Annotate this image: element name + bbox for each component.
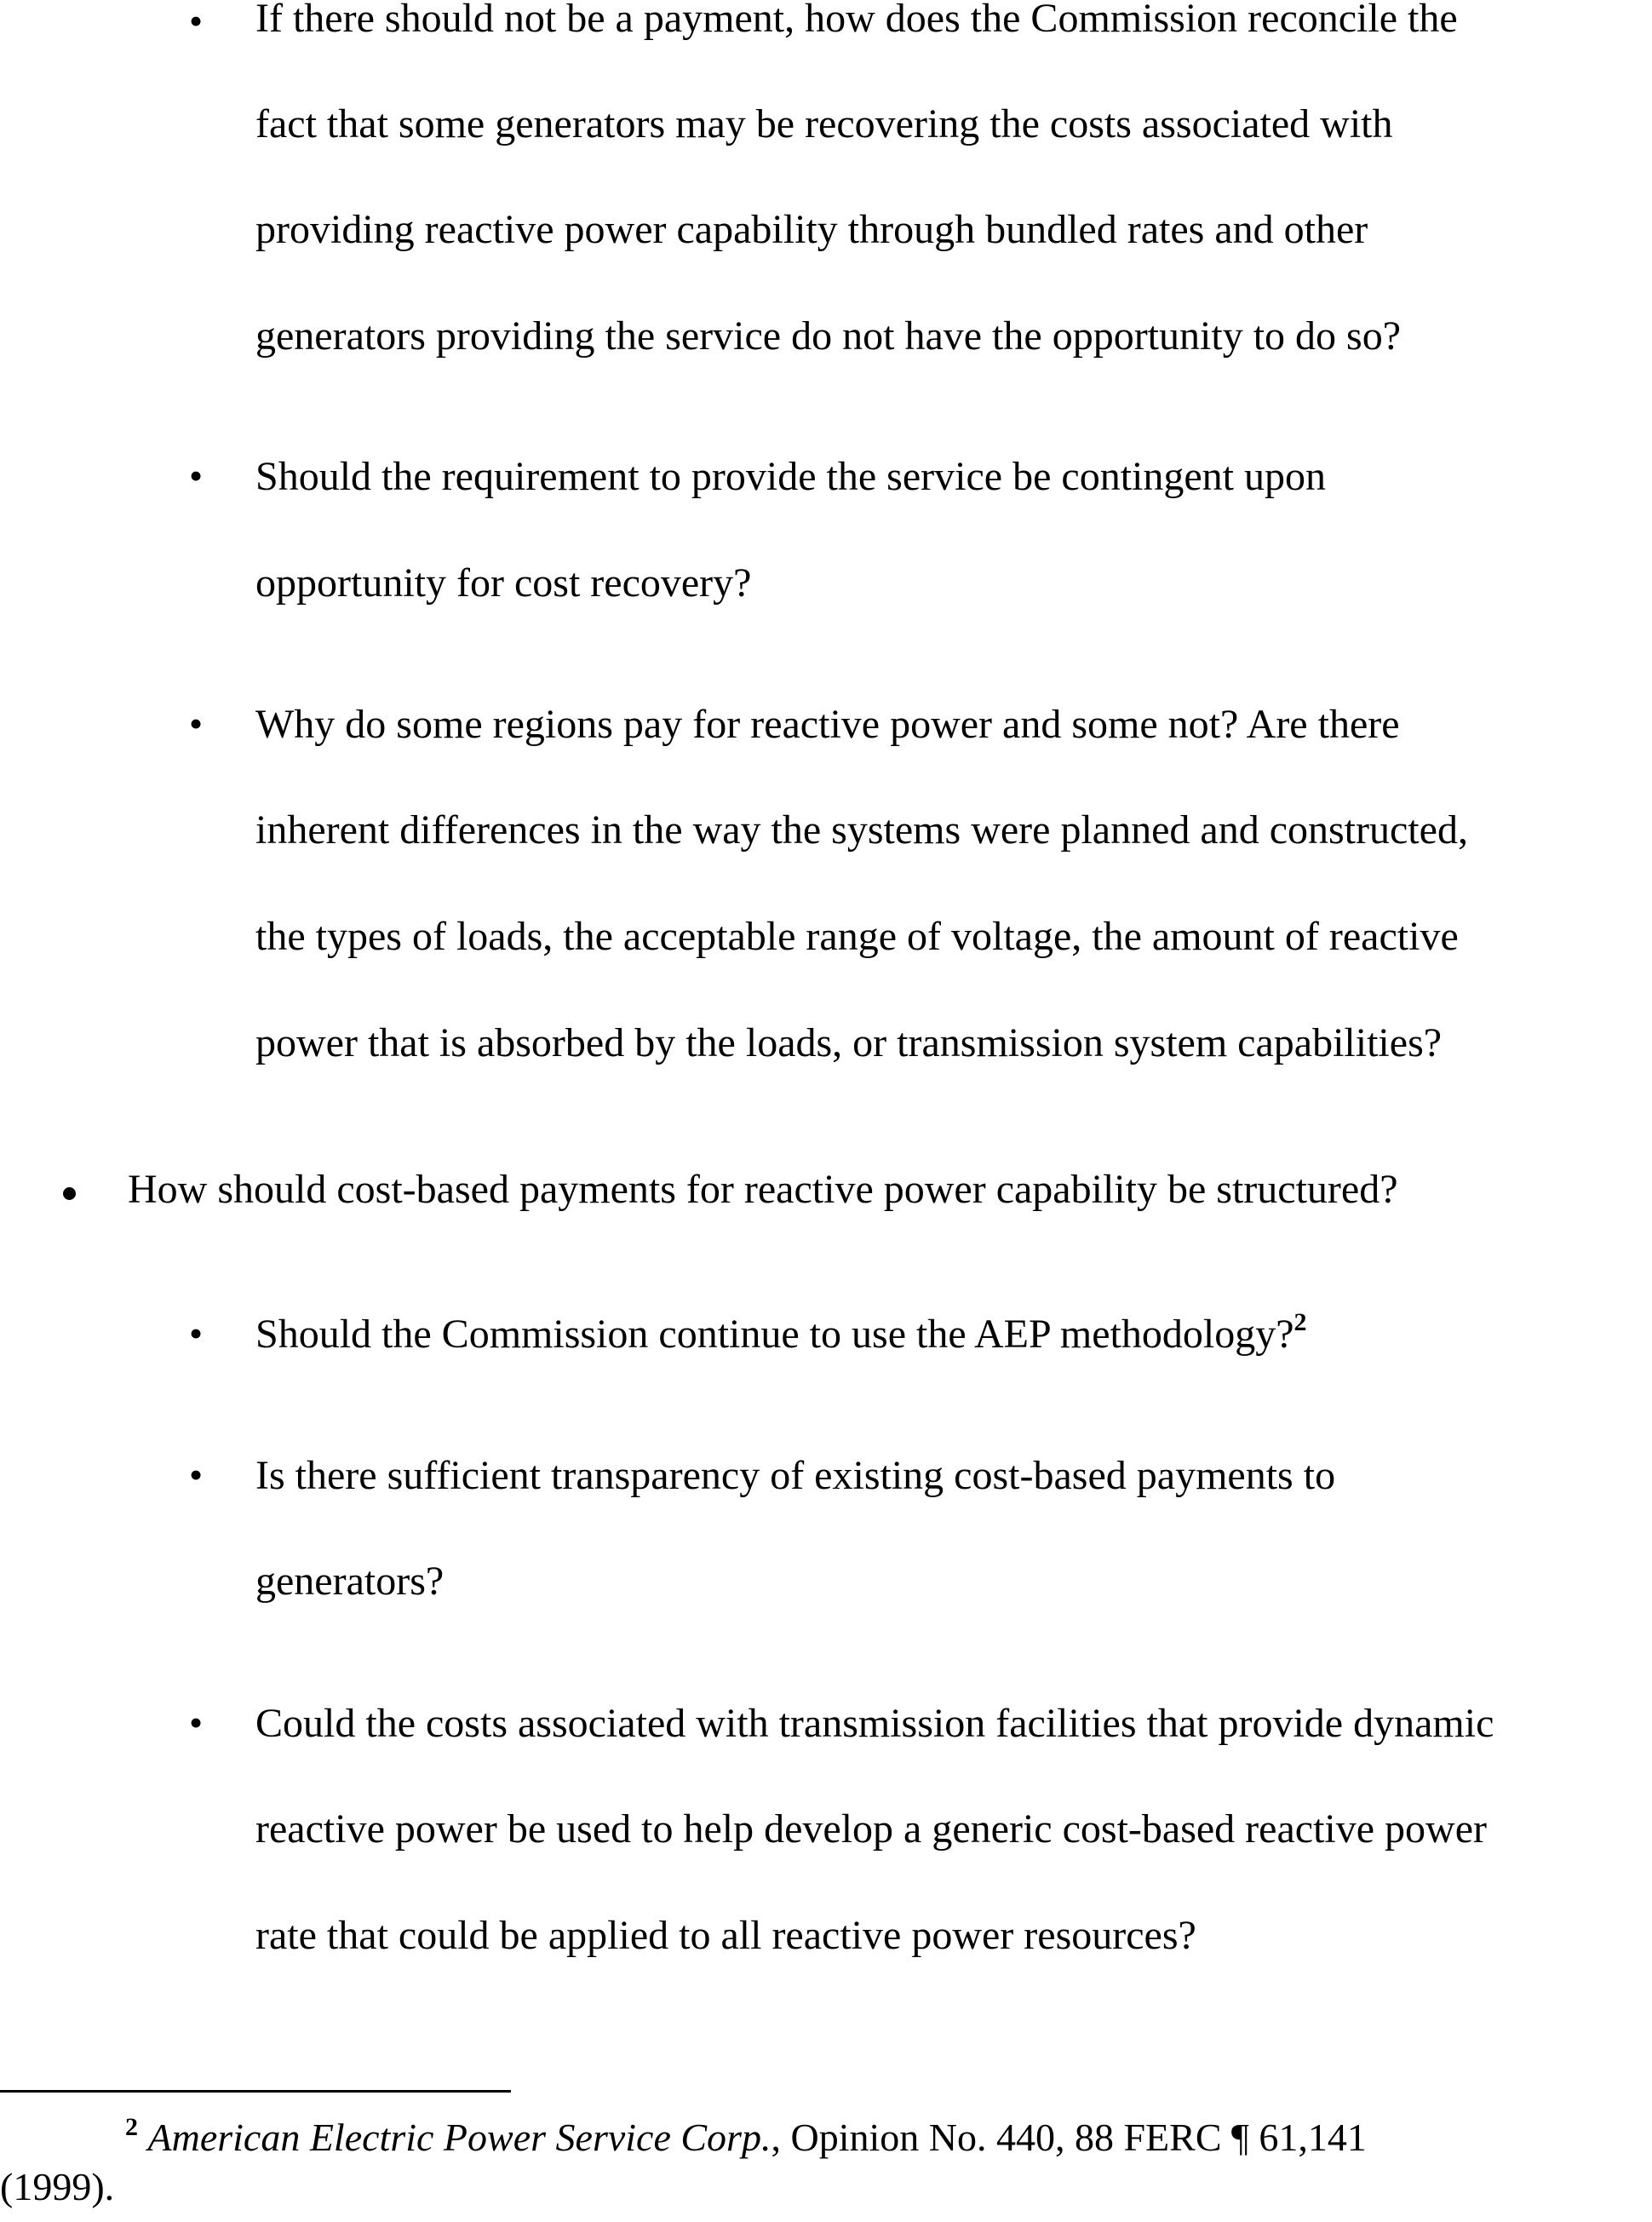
- footnote-year: (1999).: [0, 2165, 115, 2208]
- footnote-number: 2: [125, 2113, 138, 2141]
- text-line: [255, 1309, 1307, 1360]
- footnote-separator: [0, 2090, 511, 2093]
- bullet-icon: •: [189, 1701, 204, 1744]
- text-line: opportunity for cost recovery?: [255, 560, 752, 606]
- bullet-icon: •: [189, 1453, 204, 1496]
- text-line: Could the costs associated with transmission facilities that provide dynamic: [255, 1701, 1494, 1746]
- text-line: providing reactive power capability through bundled rates and other: [255, 207, 1368, 252]
- line-text: Should the Commission continue to use the AEP methodology?: [255, 1312, 1294, 1357]
- text-line: inherent differences in the way the systems were planned and constructed,: [255, 807, 1468, 853]
- footnote-reference[interactable]: 2: [1293, 1308, 1307, 1336]
- footnote-citation: , Opinion No. 440, 88 FERC ¶ 61,141: [771, 2116, 1367, 2159]
- text-line: rate that could be applied to all reactive power resources?: [255, 1913, 1196, 1958]
- bullet-icon: •: [189, 702, 204, 745]
- text-line: Why do some regions pay for reactive power and some not? Are there: [255, 702, 1400, 747]
- footnote: [125, 2114, 1367, 2162]
- footnote-case-name: American Electric Power Service Corp.: [147, 2116, 772, 2159]
- text-line: fact that some generators may be recovering the costs associated with: [255, 101, 1393, 146]
- text-line: power that is absorbed by the loads, or transmission system capabilities?: [255, 1020, 1443, 1065]
- text-line: If there should not be a payment, how does the Commission reconcile the: [255, 0, 1458, 41]
- text-line: Should the requirement to provide the service be contingent upon: [255, 454, 1326, 499]
- bullet-icon: [63, 1187, 76, 1200]
- text-line: Is there sufficient transparency of existing cost-based payments to: [255, 1453, 1336, 1498]
- bullet-icon: •: [189, 454, 204, 497]
- bullet-icon: •: [189, 1312, 204, 1355]
- text-line: generators providing the service do not have the opportunity to do so?: [255, 313, 1402, 359]
- text-line: generators?: [255, 1559, 445, 1604]
- bullet-icon: •: [189, 0, 204, 43]
- text-line: How should cost-based payments for reactive power capability be structured?: [128, 1167, 1398, 1212]
- text-line: the types of loads, the acceptable range of voltage, the amount of reactive: [255, 914, 1459, 959]
- text-line: reactive power be used to help develop a generic cost-based reactive power: [255, 1806, 1487, 1852]
